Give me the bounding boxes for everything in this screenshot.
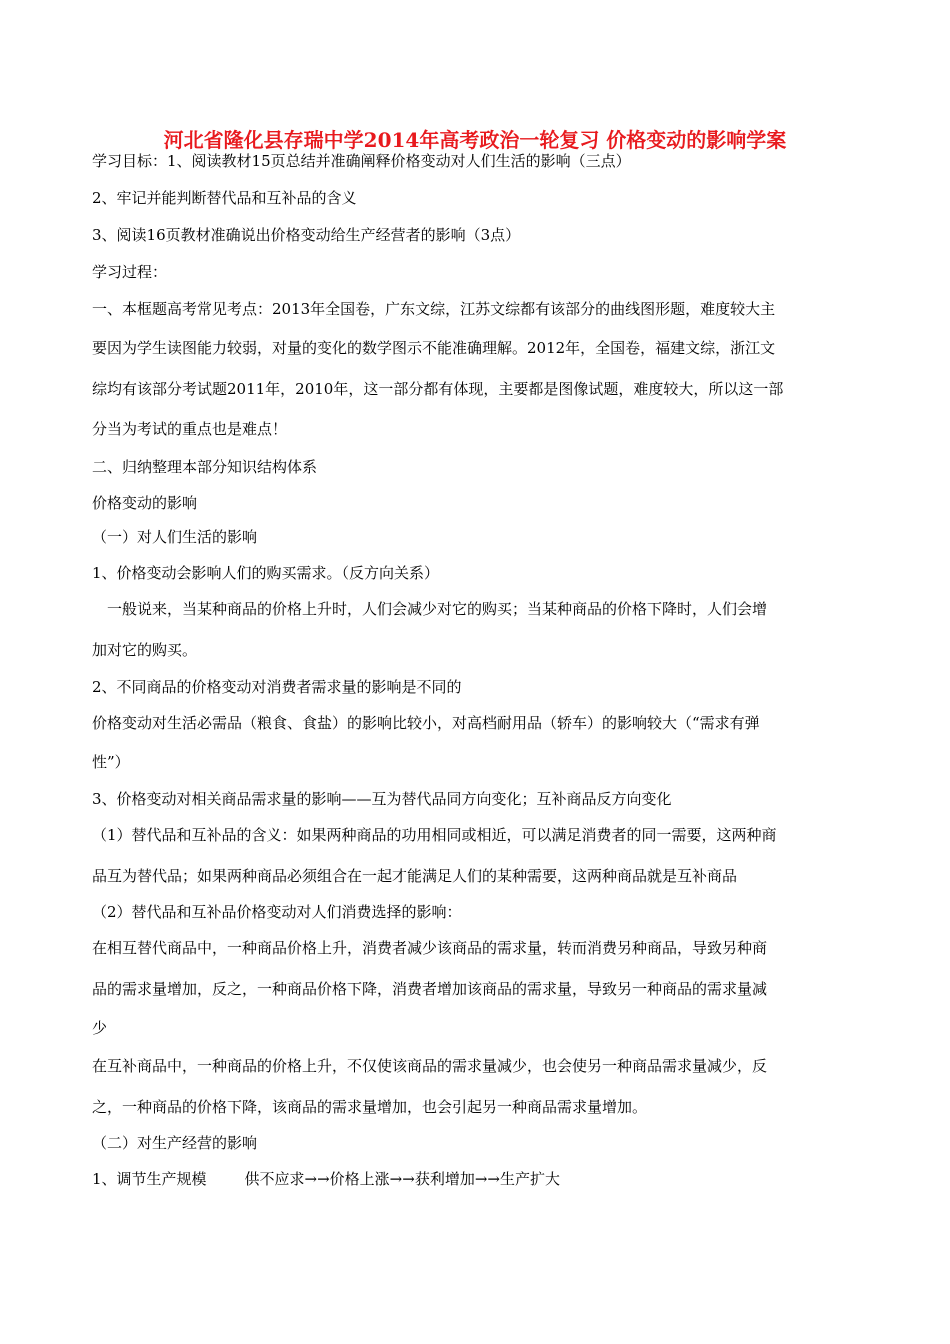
text-line: 品互为替代品；如果两种商品必须组合在一起才能满足人们的某种需要，这两种商品就是互补商品 xyxy=(92,867,738,885)
production-chain-line xyxy=(92,1170,862,1188)
text-line: 一、本框题高考常见考点：2013年全国卷，广东文综，江苏文综都有该部分的曲线图形题，难度较大主 xyxy=(92,300,776,318)
text-line: 2、不同商品的价格变动对消费者需求量的影响是不同的 xyxy=(92,678,462,696)
text-line: 品的需求量增加，反之，一种商品价格下降，消费者增加该商品的需求量，导致另一种商品的需求量减 xyxy=(92,980,768,998)
text-line: （一）对人们生活的影响 xyxy=(92,528,258,546)
text-line: 综均有该部分考试题2011年，2010年，这一部分都有体现，主要都是图像试题，难度较大，所以这一部 xyxy=(92,380,784,398)
text-line: 学习过程： xyxy=(92,263,168,281)
text-line: （二）对生产经营的影响 xyxy=(92,1134,258,1152)
text-line: 3、阅读16页教材准确说出价格变动给生产经营者的影响（3点） xyxy=(92,226,521,244)
text-line: 少 xyxy=(92,1019,108,1037)
text-line: 二、归纳整理本部分知识结构体系 xyxy=(92,458,318,476)
production-chain-text: 供不应求→→价格上涨→→获利增加→→生产扩大 xyxy=(244,1170,560,1188)
text-line: 学习目标：1、阅读教材15页总结并准确阐释价格变动对人们生活的影响（三点） xyxy=(92,152,631,170)
text-line: （1）替代品和互补品的含义：如果两种商品的功用相同或相近，可以满足消费者的同一需要，这两种商 xyxy=(92,826,777,844)
text-line: 价格变动的影响 xyxy=(92,494,198,512)
text-line: 1、价格变动会影响人们的购买需求。（反方向关系） xyxy=(92,564,440,582)
text-line: 价格变动对生活必需品（粮食、食盐）的影响比较小，对高档耐用品（轿车）的影响较大（“需求有弹 xyxy=(92,714,760,732)
text-line: 之，一种商品的价格下降，该商品的需求量增加，也会引起另一种商品需求量增加。 xyxy=(92,1098,648,1116)
text-line: 在相互替代商品中，一种商品价格上升，消费者减少该商品的需求量，转而消费另种商品，导致另种商 xyxy=(92,939,768,957)
text-line: 在互补商品中，一种商品的价格上升，不仅使该商品的需求量减少，也会使另一种商品需求量减少，反 xyxy=(92,1057,768,1075)
production-chain-label: 1、调节生产规模 xyxy=(92,1170,207,1188)
text-line: （2）替代品和互补品价格变动对人们消费选择的影响： xyxy=(92,903,462,921)
text-line: 2、牢记并能判断替代品和互补品的含义 xyxy=(92,189,357,207)
text-line: 分当为考试的重点也是难点！ xyxy=(92,420,288,438)
text-line: 一般说来，当某种商品的价格上升时，人们会减少对它的购买；当某种商品的价格下降时，人们会增 xyxy=(107,600,768,618)
text-line: 加对它的购买。 xyxy=(92,641,198,659)
text-line: 性”） xyxy=(92,753,130,771)
text-line: 要因为学生读图能力较弱，对量的变化的数学图示不能准确理解。2012年，全国卷，福建文综，浙江文 xyxy=(92,339,776,357)
document-title: 河北省隆化县存瑞中学2014年高考政治一轮复习 价格变动的影响学案 xyxy=(163,128,787,152)
text-line: 3、价格变动对相关商品需求量的影响——互为替代品同方向变化；互补商品反方向变化 xyxy=(92,790,672,808)
